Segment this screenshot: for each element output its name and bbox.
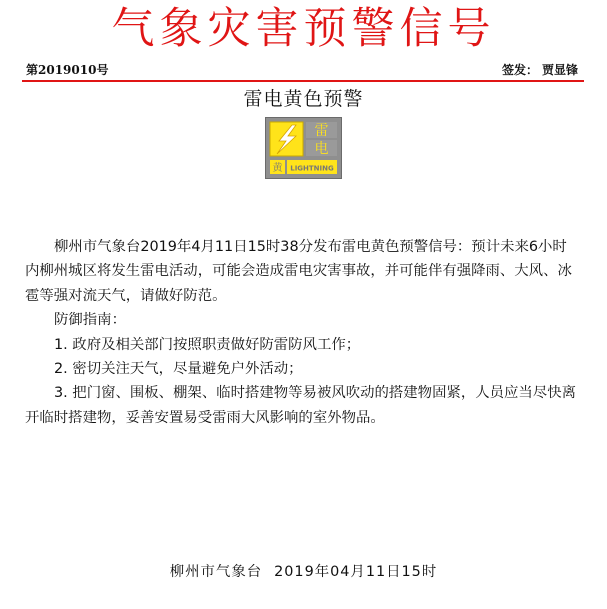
guide-item-2: 2. 密切关注天气，尽量避免户外活动； <box>54 361 303 378</box>
signer-name: 贾显锋 <box>541 63 578 77</box>
icon-char-small: 黄 <box>272 163 283 174</box>
icon-char-bottom: 电 <box>314 141 329 157</box>
icon-char-top: 雷 <box>314 123 329 139</box>
document-title: 气象灾害预警信号 <box>111 4 496 54</box>
meta-row <box>22 61 584 79</box>
guide-item-3: 3. 把门窗、围板、棚架、临时搭建物等易被风吹动的搭建物固紧，人员应当尽快离开临时搭建物，妥善安置易受雷雨大风影响的室外物品。 <box>25 385 576 426</box>
footer <box>0 560 607 581</box>
icon-label-text: LIGHTNING <box>290 164 334 173</box>
footer-issuer: 柳州市气象台 <box>169 564 263 580</box>
body-paragraph: 柳州市气象台2019年4月11日15时38分发布雷电黄色预警信号：预计未来6小时内柳州城区将发生雷电活动，可能会造成雷电灾害事故，并可能伴有强降雨、大风、冰雹等强对流天气，请做好防范。 <box>25 239 572 304</box>
document-number: 第2019010号 <box>26 63 109 77</box>
signer <box>502 61 578 78</box>
red-divider <box>22 80 584 82</box>
guide-item-1: 1. 政府及相关部门按照职责做好防雷防风工作； <box>54 336 361 353</box>
lightning-yellow-warning-icon <box>265 117 342 179</box>
warning-title: 雷电黄色预警 <box>243 88 364 110</box>
signer-label: 签发： <box>501 63 538 77</box>
footer-datetime: 2019年04月11日15时 <box>274 564 438 580</box>
warning-body <box>25 235 580 430</box>
guide-heading: 防御指南： <box>54 312 126 329</box>
